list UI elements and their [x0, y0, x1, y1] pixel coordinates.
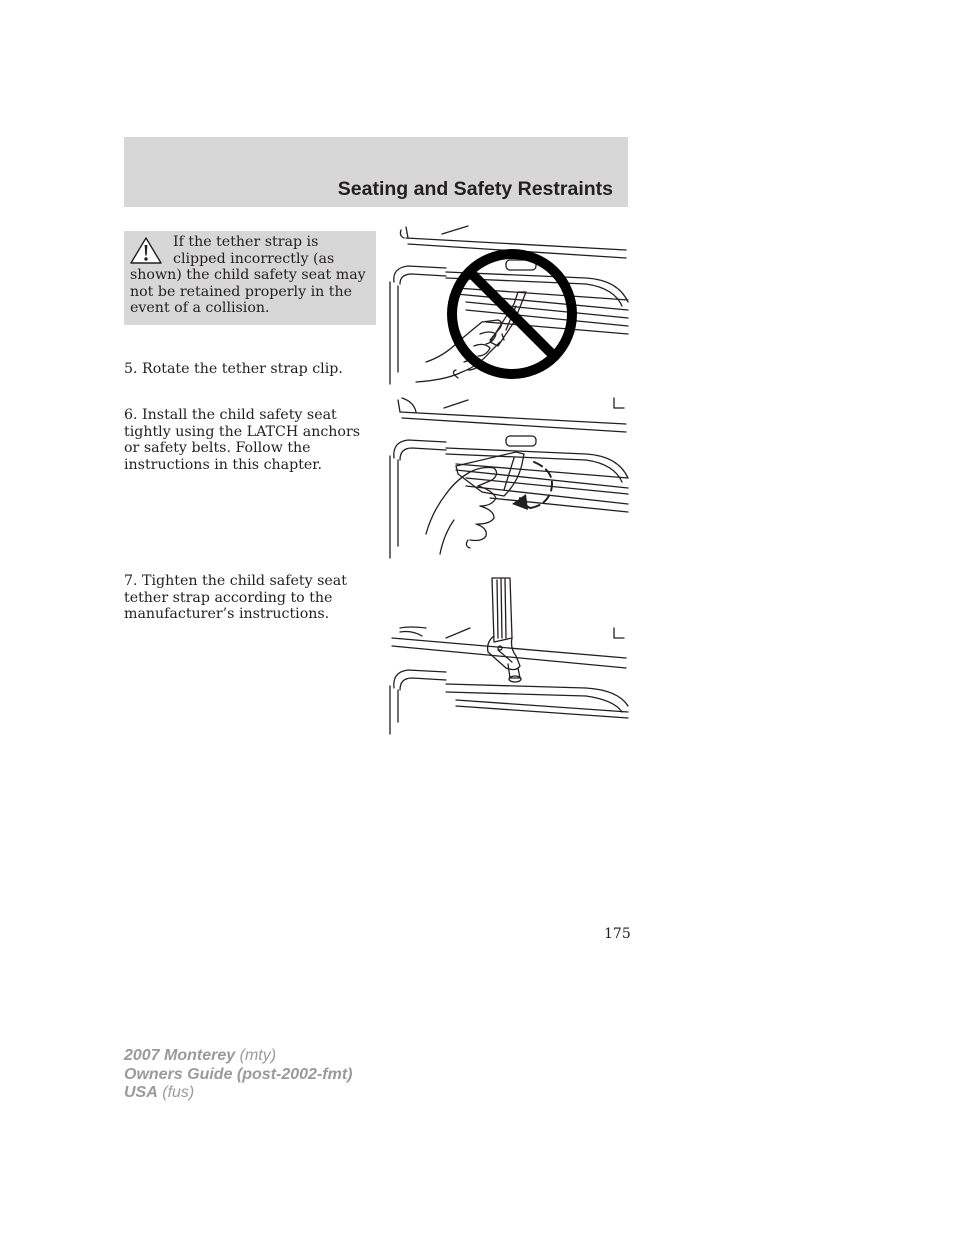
- footer-region-code: (fus): [162, 1084, 195, 1101]
- incorrect-clip-illustration: [386, 222, 630, 388]
- rotate-clip-illustration: [386, 394, 630, 560]
- footer-line-3: [124, 1084, 352, 1103]
- footer-line-2: [124, 1066, 352, 1085]
- footer-region: USA: [124, 1084, 158, 1101]
- section-header: [124, 137, 628, 207]
- step-6-text: 6. Install the child safety seat tightly using the LATCH anchors or safety belts. Follow the instructions in this chapter.: [124, 407, 361, 473]
- tightened-strap-illustration: [386, 576, 630, 736]
- footer-guide: Owners Guide (post-2002-fmt): [124, 1065, 353, 1083]
- footer-line-1: [124, 1047, 352, 1066]
- warning-text: If the tether strap is clipped incorrectly (as shown) the child safety seat may not be retained properly in the event of a collision.: [130, 234, 366, 316]
- footer-info: [124, 1047, 352, 1103]
- step-5-text: 5. Rotate the tether strap clip.: [124, 361, 343, 377]
- step-7-text: 7. Tighten the child safety seat tether strap according to the manufacturer’s instructions.: [124, 573, 347, 622]
- section-title: Seating and Safety Restraints: [337, 178, 613, 200]
- footer-model: 2007 Monterey: [124, 1047, 236, 1064]
- warning-box: [124, 231, 376, 325]
- page-number: 175: [604, 926, 631, 942]
- footer-model-code: (mty): [239, 1047, 277, 1064]
- warning-text-block: [130, 234, 371, 317]
- rotate-arrow-icon: [512, 494, 528, 510]
